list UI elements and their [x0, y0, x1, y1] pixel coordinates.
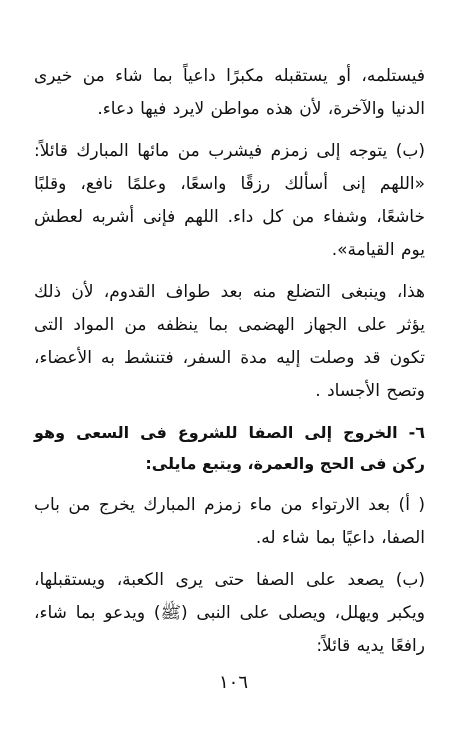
paragraph-3: هذا، وينبغى التضلع منه بعد طواف القدوم، لأن ذلك يؤثر على الجهاز الهضمى بما ينظفه من المواد التى تكون قد وصلت إليه مدة السفر، فتنشط به الأعضاء، وتصح الأجساد . [34, 282, 425, 401]
paragraph-4: ( أ) بعد الارتواء من ماء زمزم المبارك يخرج من باب الصفا، داعيًا بما شاء له. [34, 495, 425, 548]
paragraph-2: (ب) يتوجه إلى زمزم فيشرب من مائها المبارك قائلاً: «اللهم إنى أسألك رزقًا واسعًا، وعلمًا نافع، وقلبًا خاشعًا، وشفاء من كل داء. اللهم فإنى أشربه لعطش يوم القيامة». [34, 141, 425, 260]
paragraph-5: (ب) يصعد على الصفا حتى يرى الكعبة، ويستقبلها، ويكبر ويهلل، ويصلى على النبى (ﷺ) ويدعو بما شاء، رافعًا يديه قائلاً: [34, 570, 425, 656]
section-heading: ٦- الخروج إلى الصفا للشروع فى السعى وهو ركن فى الحج والعمرة، ويتبع مايلى: [34, 423, 425, 473]
paragraph-1: فيستلمه، أو يستقبله مكبرًا داعياً بما شاء من خيرى الدنيا والآخرة، لأن هذه مواطن لايرد فيها دعاء. [34, 66, 425, 119]
page-number: ١٠٦ [218, 672, 248, 693]
